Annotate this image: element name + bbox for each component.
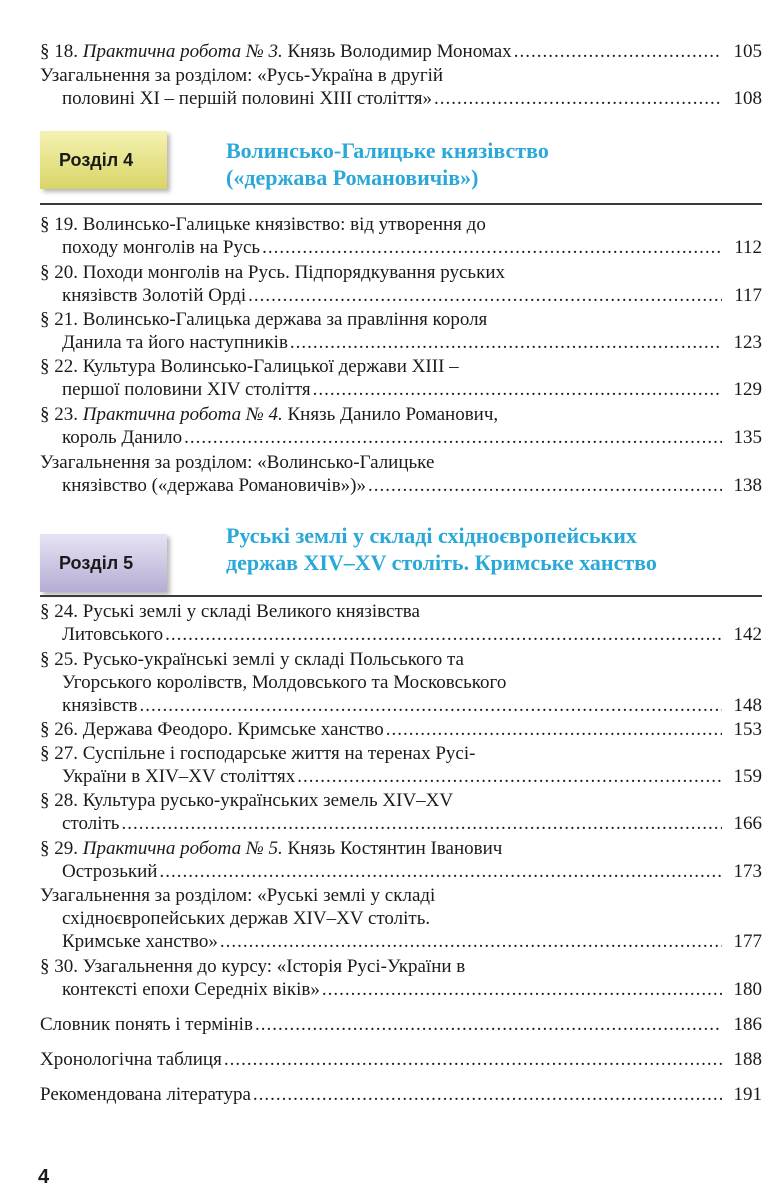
entry-title: Рекомендована література (40, 1084, 251, 1105)
entry-title-line1: § 20. Походи монголів на Русь. Підпорядкування руських (40, 262, 505, 283)
leader-dots (297, 765, 722, 788)
toc-entry-28[interactable] (40, 789, 762, 835)
entry-title-line2: король Данило (62, 427, 183, 448)
section-divider (40, 203, 762, 205)
entry-italic: Практична робота № 3. (82, 41, 283, 62)
page-ref: 108 (733, 88, 762, 109)
entry-title-line1: § 26. Держава Феодоро. Кримське ханство (40, 719, 384, 740)
entry-title: Словник понять і термінів (40, 1014, 253, 1035)
toc-entry-summary-3[interactable] (40, 64, 762, 110)
entry-title: Хронологічна таблиця (40, 1049, 222, 1070)
entry-title-line1: § 21. Волинсько-Галицька держава за правління короля (40, 309, 488, 330)
page-ref: 173 (733, 861, 762, 882)
entry-title-line1: § 27. Суспільне і господарське життя на теренах Русі- (40, 743, 476, 764)
page-ref: 123 (733, 332, 762, 353)
page-ref: 138 (733, 475, 762, 496)
section-title-line2: («держава Романовичів») (226, 165, 479, 190)
entry-title-line2: Угорського королівств, Молдовського та Московського (62, 672, 507, 693)
entry-title-line2: Данила та його наступників (62, 332, 288, 353)
entry-title-line2: століть (62, 813, 120, 834)
entry-italic: Практична робота № 5. (82, 838, 283, 859)
leader-dots (290, 331, 722, 354)
page-ref: 180 (733, 979, 762, 1000)
entry-title-line1: § 24. Руські землі у складі Великого князівства (40, 601, 420, 622)
entry-title: Князь Володимир Мономах (287, 41, 512, 62)
leader-dots (220, 930, 722, 953)
entry-title-line1: § 30. Узагальнення до курсу: «Історія Русі-України в (40, 956, 466, 977)
leader-dots (368, 474, 722, 497)
section-4-title (226, 137, 549, 191)
entry-title-line2: половині XI – першій половині XIII століття» (62, 88, 432, 109)
toc-entry-19[interactable] (40, 213, 762, 259)
entry-title-line1: Князь Данило Романович, (287, 404, 499, 425)
entry-title-line1: Узагальнення за розділом: «Волинсько-Галицьке (40, 452, 435, 473)
entry-title-line2: першої половини XIV століття (62, 379, 311, 400)
page-ref: 191 (733, 1084, 762, 1105)
entry-number: § 23. (40, 404, 78, 425)
page-ref: 117 (734, 285, 762, 306)
page-number: 4 (38, 1166, 50, 1188)
entry-title-line2: князівство («держава Романовичів»)» (62, 475, 366, 496)
page-ref: 159 (733, 766, 762, 787)
leader-dots (434, 87, 722, 110)
section-4-label: Розділ 4 (59, 149, 134, 170)
entry-title-line1: Узагальнення за розділом: «Руські землі у складі (40, 885, 436, 906)
leader-dots (121, 812, 722, 835)
leader-dots (224, 1048, 722, 1071)
toc-entry-25[interactable] (40, 648, 762, 717)
page-ref: 186 (733, 1014, 762, 1035)
entry-title-line2: князівств Золотій Орді (62, 285, 247, 306)
entry-number: § 29. (40, 838, 78, 859)
leader-dots (255, 1013, 722, 1036)
leader-dots (322, 978, 722, 1001)
leader-dots (159, 860, 722, 883)
page-ref: 142 (733, 624, 762, 645)
section-title-line1: Руські землі у складі східноєвропейських (226, 523, 637, 548)
toc-entry-26[interactable] (40, 718, 762, 741)
entry-title-line3: Кримське ханство» (62, 931, 218, 952)
page-ref: 129 (733, 379, 762, 400)
leader-dots (386, 718, 722, 741)
page-ref: 112 (734, 237, 762, 258)
toc-entry-20[interactable] (40, 261, 762, 307)
toc-entry-summary-5[interactable] (40, 884, 762, 953)
entry-title-line1: § 28. Культура русько-українських земель XIV–XV (40, 790, 454, 811)
section-title-line2: держав XIV–XV століть. Кримське ханство (226, 550, 657, 575)
page-ref: 177 (733, 931, 762, 952)
entry-number: § 18. (40, 41, 78, 62)
entry-title-line3: князівств (62, 695, 138, 716)
section-title-line1: Волинсько-Галицьке князівство (226, 138, 549, 163)
toc-entry-glossary[interactable] (40, 1013, 762, 1036)
section-5-title (226, 522, 657, 576)
entry-title-line2: походу монголів на Русь (62, 237, 261, 258)
leader-dots (140, 694, 723, 717)
section-4-tab (40, 131, 167, 189)
toc-entry-22[interactable] (40, 355, 762, 401)
page-ref: 105 (733, 41, 762, 62)
toc-entry-29[interactable] (40, 837, 762, 883)
entry-title-line2: східноєвропейських держав XIV–XV століть. (62, 908, 431, 929)
leader-dots (253, 1083, 722, 1106)
page-ref: 148 (733, 695, 762, 716)
page-ref: 153 (733, 719, 762, 740)
entry-title-line2: України в XIV–XV століттях (62, 766, 296, 787)
toc-entry-24[interactable] (40, 600, 762, 646)
entry-title-line1: § 22. Культура Волинсько-Галицької держави XIII – (40, 356, 459, 377)
page-ref: 135 (733, 427, 762, 448)
entry-title-line1: § 19. Волинсько-Галицьке князівство: від утворення до (40, 214, 486, 235)
entry-title-line2: Литовського (62, 624, 164, 645)
toc-entry-18[interactable] (40, 40, 762, 63)
section-divider (40, 595, 762, 597)
entry-title-line2: контексті епохи Середніх віків» (62, 979, 320, 1000)
toc-entry-chronology[interactable] (40, 1048, 762, 1071)
toc-entry-21[interactable] (40, 308, 762, 354)
leader-dots (262, 236, 722, 259)
section-5-label: Розділ 5 (59, 552, 134, 573)
toc-entry-literature[interactable] (40, 1083, 762, 1106)
page-ref: 166 (733, 813, 762, 834)
toc-entry-summary-4[interactable] (40, 451, 762, 497)
entry-title-line1: § 25. Русько-українські землі у складі Польського та (40, 649, 464, 670)
leader-dots (514, 40, 722, 63)
page-ref: 188 (733, 1049, 762, 1070)
leader-dots (184, 426, 722, 449)
toc-entry-30[interactable] (40, 955, 762, 1001)
section-5-tab (40, 534, 167, 592)
leader-dots (248, 284, 722, 307)
leader-dots (313, 378, 722, 401)
entry-title-line1: Князь Костянтин Іванович (287, 838, 503, 859)
entry-italic: Практична робота № 4. (82, 404, 283, 425)
leader-dots (165, 623, 722, 646)
toc-entry-27[interactable] (40, 742, 762, 788)
toc-entry-23[interactable] (40, 403, 762, 449)
entry-title-line2: Острозький (62, 861, 158, 882)
entry-title-line1: Узагальнення за розділом: «Русь-Україна в другій (40, 65, 444, 86)
